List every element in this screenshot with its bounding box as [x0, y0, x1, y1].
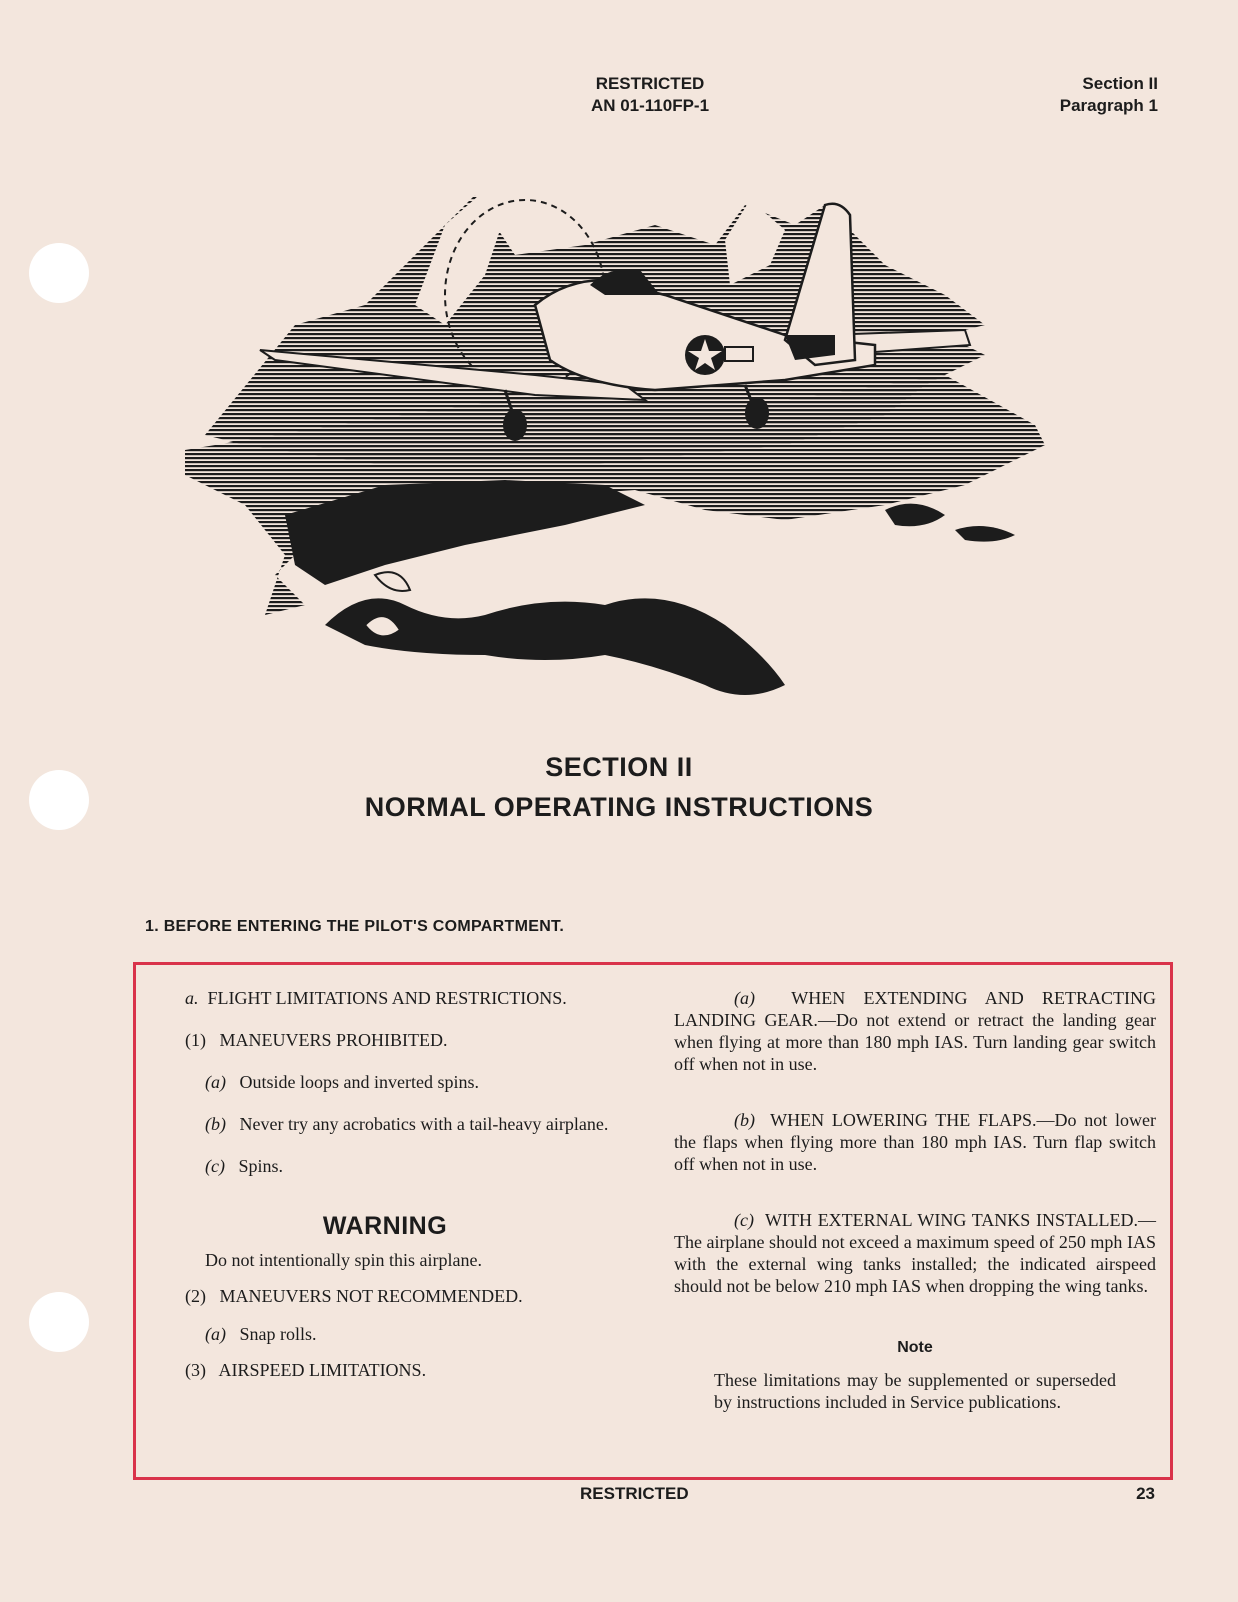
warning-title: WARNING: [322, 1212, 448, 1240]
item-1c-text: Spins.: [238, 1156, 284, 1176]
item-3c-text: —The airplane should not exceed a maximum speed of 250 mph IAS with the external wing tanks installed; the indicated airspeed should not be below 210 mph IAS when dropping the wing tanks.: [674, 1210, 1156, 1296]
paragraph-heading: 1. BEFORE ENTERING THE PILOT'S COMPARTMENT.: [145, 918, 565, 935]
item-1a: [145, 1071, 625, 1093]
header-right: [1060, 73, 1158, 117]
item-a-label: a.: [185, 988, 199, 1008]
item-3c-label: (c): [734, 1210, 754, 1230]
page-number: 23: [1136, 1484, 1155, 1503]
header-center: [560, 73, 740, 117]
item-3b-label: (b): [734, 1110, 755, 1130]
item-2-text: MANEUVERS NOT RECOMMENDED.: [219, 1286, 523, 1306]
item-3a-text: —Do not extend or retract the landing gear when flying at more than 180 mph IAS. Turn landing gear switch off when not in use.: [674, 1010, 1156, 1074]
item-a: [145, 987, 625, 1009]
footer-restricted: RESTRICTED: [580, 1484, 689, 1503]
item-1c: [145, 1155, 625, 1177]
item-1b-text: Never try any acrobatics with a tail-heavy airplane.: [239, 1114, 609, 1134]
item-2a-text: Snap rolls.: [239, 1324, 317, 1344]
paragraph-ref: Paragraph 1: [1059, 96, 1158, 115]
item-3-text: AIRSPEED LIMITATIONS.: [218, 1360, 427, 1380]
section-title: NORMAL OPERATING INSTRUCTIONS: [364, 792, 874, 822]
doc-number: AN 01-110FP-1: [590, 96, 710, 115]
item-1b: [145, 1113, 625, 1135]
note-text: These limitations may be supplemented or superseded by instructions included in Service publications.: [714, 1370, 1116, 1412]
item-3b-heading: WHEN LOWERING THE FLAPS.: [770, 1110, 1037, 1130]
item-2-label: (2): [185, 1286, 206, 1306]
item-3: [145, 1359, 625, 1381]
punch-hole: [29, 1292, 89, 1352]
section-number: SECTION II: [545, 752, 693, 782]
item-a-text: FLIGHT LIMITATIONS AND RESTRICTIONS.: [207, 988, 567, 1008]
item-3b-text: —Do not lower the flaps when flying more than 180 mph IAS. Turn flap switch off when not in use.: [674, 1110, 1156, 1174]
aircraft-illustration: [185, 185, 1075, 735]
item-2a: [145, 1323, 625, 1345]
warning-text: Do not intentionally spin this airplane.: [205, 1250, 482, 1270]
item-3c-heading: WITH EXTERNAL WING TANKS INSTALLED.: [765, 1210, 1138, 1230]
item-1a-label: (a): [205, 1072, 226, 1092]
item-3a: [674, 987, 1156, 1075]
item-3a-label: (a): [734, 988, 755, 1008]
right-column: [674, 987, 1156, 1413]
left-column: [145, 987, 625, 1381]
item-1-label: (1): [185, 1030, 206, 1050]
item-1c-label: (c): [205, 1156, 225, 1176]
item-3-label: (3): [185, 1360, 206, 1380]
item-3c: [674, 1209, 1156, 1297]
note-title: Note: [897, 1339, 933, 1356]
item-1-text: MANEUVERS PROHIBITED.: [219, 1030, 448, 1050]
item-2: [145, 1285, 625, 1307]
item-2a-label: (a): [205, 1324, 226, 1344]
item-1b-label: (b): [205, 1114, 226, 1134]
item-1: [145, 1029, 625, 1051]
section-ref: Section II: [1082, 74, 1158, 93]
punch-hole: [29, 243, 89, 303]
item-3a-heading: WHEN EXTENDING AND RETRACTING LANDING GEAR.: [674, 988, 1156, 1030]
item-1a-text: Outside loops and inverted spins.: [239, 1072, 479, 1092]
item-3b: [674, 1109, 1156, 1175]
header-restricted: RESTRICTED: [595, 74, 705, 93]
